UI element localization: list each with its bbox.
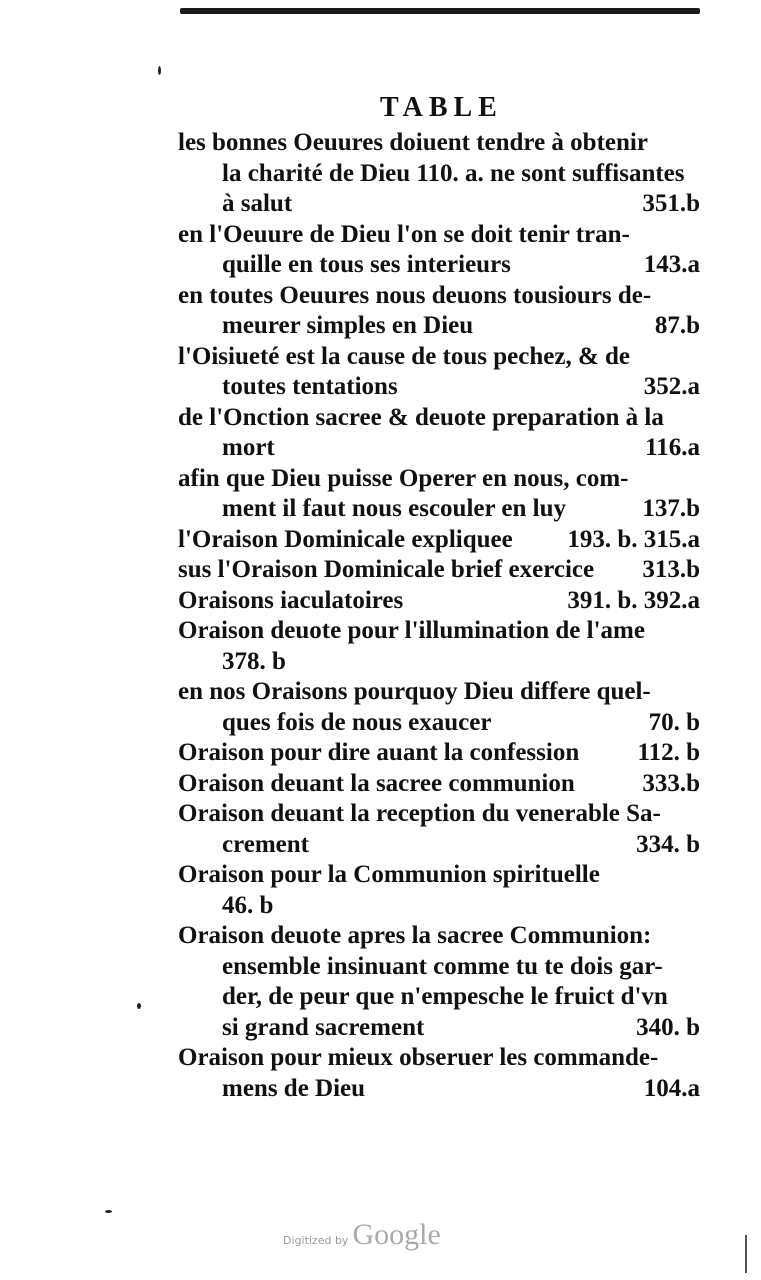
entry-line <box>178 1013 700 1044</box>
index-entry <box>178 525 700 556</box>
entry-line <box>178 464 700 495</box>
page-reference: 340. b <box>636 1013 700 1041</box>
entry-text: Oraison pour la Communion spirituelle <box>178 861 600 888</box>
page-reference: 112. b <box>637 739 700 766</box>
ink-speck <box>137 1003 141 1009</box>
page-reference: 116.a <box>645 434 700 461</box>
entry-text: ment il faut nous escouler en luy <box>222 495 566 522</box>
page-reference: 137.b <box>642 495 700 522</box>
page-reference: 334. b <box>636 830 700 858</box>
entry-text: sus l'Oraison Dominicale brief exercice <box>178 556 595 583</box>
entry-line <box>178 738 700 769</box>
index-entry <box>178 1043 700 1104</box>
page-reference: 378. b <box>222 647 286 675</box>
page-reference: 143.a <box>643 251 700 278</box>
page-reference: 351.b <box>642 190 700 217</box>
entry-text: en toutes Oeuures nous deuons tousiours de- <box>178 281 652 309</box>
page-reference: 87.b <box>654 312 700 339</box>
index-entry <box>178 403 700 464</box>
digitized-by-label: Digitized by <box>283 1234 349 1247</box>
entry-line <box>178 128 700 159</box>
index-entry <box>178 921 700 1043</box>
entry-text: la charité de Dieu 110. a. ne sont suffisantes <box>222 159 685 187</box>
entry-line <box>178 921 700 952</box>
index-entry <box>178 555 700 586</box>
entry-line <box>178 860 700 891</box>
entry-text: l'Oraison Dominicale expliquee <box>178 525 513 553</box>
entry-line <box>178 250 700 281</box>
entry-line <box>178 708 700 739</box>
entry-line <box>178 982 700 1013</box>
index-entry <box>178 860 700 921</box>
page-reference: 313.b <box>642 556 700 583</box>
entry-line <box>178 555 700 586</box>
entry-line <box>178 403 700 434</box>
entry-text: quille en tous ses interieurs <box>222 251 511 278</box>
entry-line <box>178 952 700 983</box>
entry-text: der, de peur que n'empesche le fruict d'vn <box>222 983 668 1010</box>
entry-line <box>178 220 700 251</box>
page-reference: 333.b <box>642 769 700 797</box>
entry-text: en nos Oraisons pourquoy Dieu differe quel- <box>178 678 651 705</box>
entry-line <box>178 189 700 220</box>
page-reference: 104.a <box>643 1074 700 1102</box>
entry-line <box>178 891 700 922</box>
entry-text: de l'Onction sacree & deuote preparation à la <box>178 403 664 431</box>
entry-text: ques fois de nous exaucer <box>222 708 492 736</box>
entry-text: Oraison deuant la sacree communion <box>178 769 575 797</box>
index-entry <box>178 799 700 860</box>
index-entry <box>178 738 700 769</box>
entry-line <box>178 342 700 373</box>
entry-line <box>178 647 700 678</box>
index-entry <box>178 586 700 617</box>
entry-text: Oraison pour mieux obseruer les commande- <box>178 1044 659 1071</box>
entry-text: meurer simples en Dieu <box>222 312 474 339</box>
entry-text: les bonnes Oeuures doiuent tendre à obtenir <box>178 129 648 156</box>
index-entry <box>178 220 700 281</box>
entry-line <box>178 830 700 861</box>
entry-line <box>178 799 700 830</box>
index-entries <box>178 128 700 1104</box>
scan-edge-mark <box>745 1235 747 1273</box>
ink-speck <box>105 1210 112 1213</box>
page-reference: 352.a <box>643 373 700 400</box>
entry-text: si grand sacrement <box>222 1013 425 1041</box>
entry-line <box>178 433 700 464</box>
entry-line <box>178 311 700 342</box>
page-header: TABLE <box>380 92 503 123</box>
google-logo: Google <box>352 1218 441 1251</box>
entry-text: crement <box>222 830 309 858</box>
entry-line <box>178 159 700 190</box>
entry-text: Oraison pour dire auant la confession <box>178 739 580 766</box>
entry-line <box>178 769 700 800</box>
entry-text: à salut <box>222 190 293 217</box>
entry-line <box>178 1074 700 1105</box>
entry-line <box>178 1043 700 1074</box>
entry-text: l'Oisiueté est la cause de tous pechez, & de <box>178 342 631 370</box>
top-rule <box>180 8 700 14</box>
index-entry <box>178 769 700 800</box>
entry-text: Oraison deuote pour l'illumination de l'ame <box>178 617 645 644</box>
index-entry <box>178 464 700 525</box>
entry-line <box>178 494 700 525</box>
entry-text: Oraison deuote apres la sacree Communion: <box>178 922 652 949</box>
entry-text: Oraisons iaculatoires <box>178 586 404 614</box>
entry-text: mens de Dieu <box>222 1074 366 1102</box>
entry-text: en l'Oeuure de Dieu l'on se doit tenir tran- <box>178 220 630 248</box>
index-entry <box>178 616 700 677</box>
entry-line <box>178 372 700 403</box>
index-entry <box>178 342 700 403</box>
entry-text: mort <box>222 434 275 461</box>
entry-text: afin que Dieu puisse Operer en nous, com- <box>178 464 629 492</box>
ink-speck <box>158 66 161 75</box>
entry-line <box>178 281 700 312</box>
page-reference: 391. b. 392.a <box>567 586 700 614</box>
entry-text: toutes tentations <box>222 373 398 400</box>
page-reference: 193. b. 315.a <box>567 525 700 553</box>
entry-text: Oraison deuant la reception du venerable Sa- <box>178 800 661 827</box>
index-entry <box>178 281 700 342</box>
entry-line <box>178 525 700 556</box>
page-reference: 70. b <box>648 708 700 736</box>
index-entry <box>178 677 700 738</box>
digitization-footer <box>283 1218 441 1252</box>
entry-line <box>178 677 700 708</box>
entry-text: ensemble insinuant comme tu te dois gar- <box>222 952 663 980</box>
entry-line <box>178 586 700 617</box>
page-reference: 46. b <box>222 891 274 919</box>
index-entry <box>178 128 700 220</box>
entry-line <box>178 616 700 647</box>
